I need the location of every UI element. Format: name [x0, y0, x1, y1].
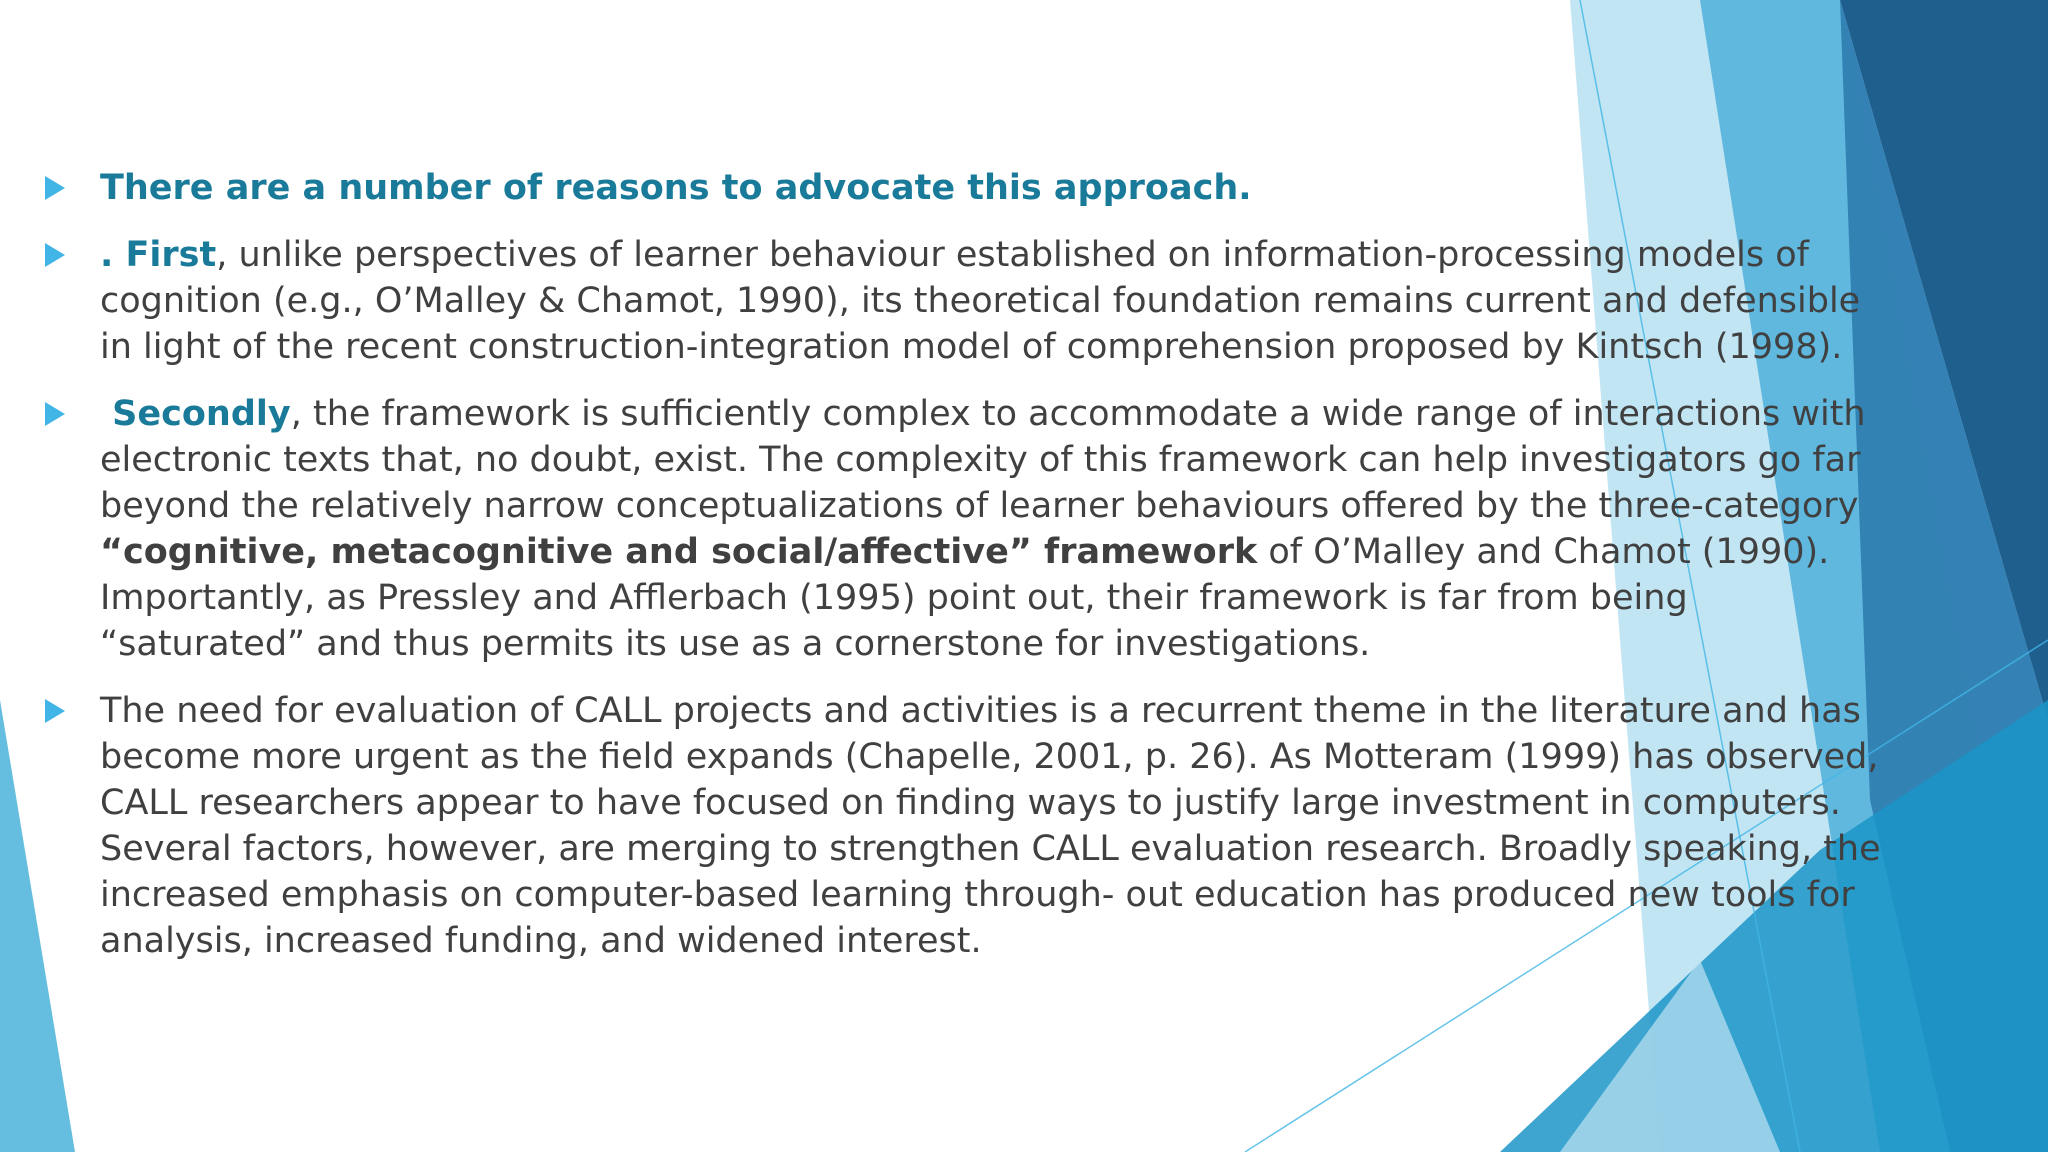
- bullet-item-3: [40, 391, 1900, 667]
- bullet-lead: Secondly: [100, 394, 291, 434]
- bullet-bold-phrase: “cognitive, metacognitive and social/affective” framework: [100, 532, 1258, 572]
- bullet-arrow-icon: [45, 699, 65, 723]
- bullet-arrow-icon: [45, 243, 65, 267]
- bullet-lead: . First: [100, 235, 217, 275]
- bullet-arrow-icon: [45, 402, 65, 426]
- bullet-text: , unlike perspectives of learner behaviour established on information-processing models of cognition (e.g., O’Malley & Chamot, 1990), its theoretical foundation remains current and defensible in light of the recent construction-integration model of comprehension proposed by Kintsch (1998).: [100, 235, 1861, 367]
- bullet-item-2: [40, 232, 1900, 370]
- bullet-list: [40, 165, 1900, 985]
- bullet-text-part-b: of O’Malley and Chamot (1990). Importantly, as Pressley and Afflerbach (1995) point out, their framework is far from being “saturated” and thus permits its use as a cornerstone for investigations.: [100, 532, 1830, 664]
- bullet-item-4: [40, 688, 1900, 964]
- bullet-text: There are a number of reasons to advocate this approach.: [100, 168, 1252, 208]
- bullet-text-part-a: , the framework is sufficiently complex to accommodate a wide range of interactions with electronic texts that, no doubt, exist. The complexity of this framework can help investigators go far beyond the relatively narrow conceptualizations of learner behaviours offered by the three-category: [100, 394, 1866, 526]
- bullet-text: The need for evaluation of CALL projects and activities is a recurrent theme in the literature and has become more urgent as the field expands (Chapelle, 2001, p. 26). As Motteram (1999) has observed, CALL researchers appear to have focused on finding ways to justify large investment in computers. Several factors, however, are merging to strengthen CALL evaluation research. Broadly speaking, the increased emphasis on computer-based learning through- out education has produced new tools for analysis, increased funding, and widened interest.: [100, 691, 1881, 961]
- bullet-arrow-icon: [45, 176, 65, 200]
- bullet-item-1: [40, 165, 1900, 211]
